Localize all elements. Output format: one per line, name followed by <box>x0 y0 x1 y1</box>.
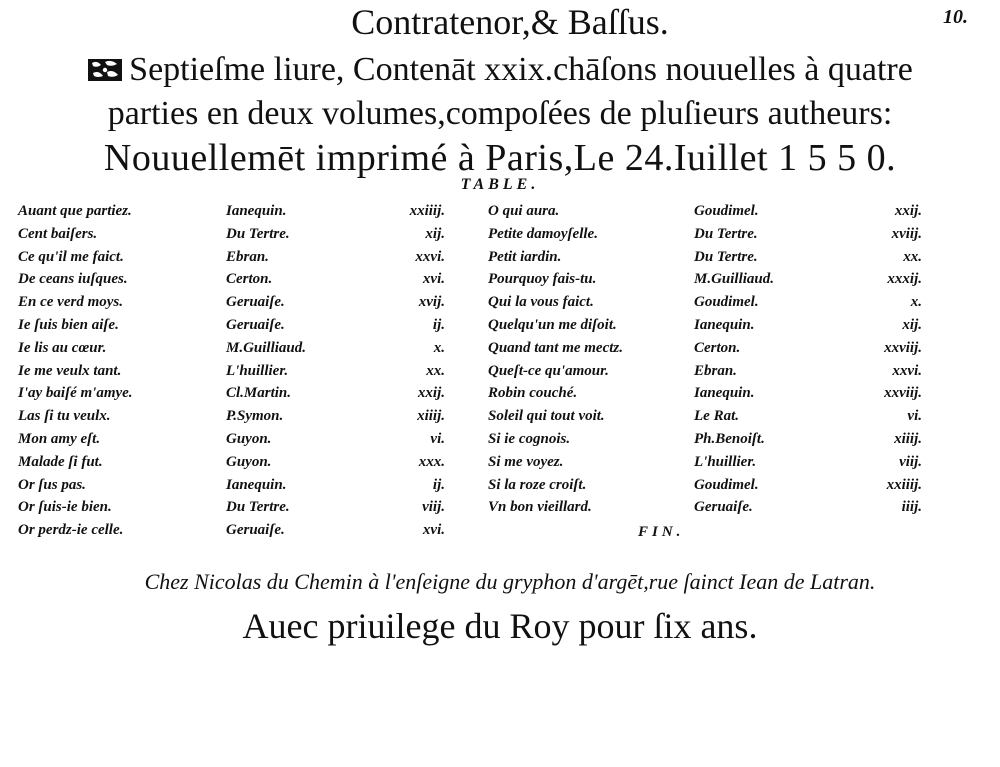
page-ref: xij. <box>425 225 445 242</box>
author-name: Ph.Benoiſt. <box>694 430 765 447</box>
page-ref: x. <box>433 339 445 356</box>
list-item: Auant que partiez. <box>18 203 132 219</box>
voices-heading: Contratenor,& Baſſus. <box>351 2 669 42</box>
list-item: Or perdz-ie celle. <box>18 522 124 539</box>
list-item: Soleil qui tout voit. <box>488 408 605 425</box>
page-ref: xvi. <box>422 522 445 539</box>
author-name: Geruaiſe. <box>694 499 753 516</box>
list-item: Petite damoyſelle. <box>488 225 598 242</box>
author-name: Goudimel. <box>694 294 759 311</box>
table-heading: TABLE. <box>460 176 540 193</box>
list-item: Si ie cognois. <box>488 430 571 447</box>
author-name: L'huillier. <box>694 453 757 470</box>
author-name: Certon. <box>694 339 741 356</box>
page-ref: xxviij. <box>884 385 922 402</box>
page-ref: viij. <box>899 453 922 470</box>
author-name: Le Rat. <box>694 408 739 425</box>
list-item: Or ſus pas. <box>18 476 86 493</box>
page-ref: xxxij. <box>887 271 922 288</box>
author-name: Geruaiſe. <box>226 294 285 311</box>
page-ref: xiiij. <box>417 408 445 425</box>
table-of-contents <box>0 200 1000 546</box>
page-ref: iiij. <box>901 499 922 516</box>
list-item: Quelqu'un me diſoit. <box>488 316 617 333</box>
author-name: Guyon. <box>226 453 272 470</box>
author-name: Goudimel. <box>694 203 759 219</box>
page-ref: xxij. <box>417 385 445 402</box>
author-name: M.Guilliaud. <box>694 271 775 288</box>
page-ref: xxij. <box>894 203 922 219</box>
page-ref: xxvi. <box>415 248 445 265</box>
page-ref: xxx. <box>418 453 445 470</box>
author-name: Ianequin. <box>226 476 287 493</box>
author-name: Certon. <box>226 271 273 288</box>
list-item: Las ſi tu veulx. <box>18 408 111 425</box>
author-name: P.Symon. <box>226 408 284 425</box>
page-ref: xvij. <box>418 294 445 311</box>
list-item: Queſt-ce qu'amour. <box>488 362 609 379</box>
page-ref: xxvi. <box>892 362 922 379</box>
page-ref: ij. <box>432 316 445 333</box>
list-item: Ce qu'il me faict. <box>18 248 124 265</box>
list-item: Robin couché. <box>488 385 578 402</box>
list-item: En ce verd moys. <box>18 294 123 311</box>
author-name: Guyon. <box>226 430 272 447</box>
author-name: Ebran. <box>226 248 269 265</box>
author-name: Ebran. <box>694 362 737 379</box>
page-number: 10. <box>943 6 968 28</box>
author-name: Ianequin. <box>226 203 287 219</box>
list-item: Qui la vous faict. <box>488 294 594 311</box>
author-name: Du Tertre. <box>694 225 758 242</box>
privilege-line: Auec priuilege du Roy pour ſix ans. <box>242 606 758 646</box>
title-line-3: Nouuellemēt imprimé à Paris,Le 24.Iuillet 1 5 5 0. <box>103 137 897 179</box>
page-ref: ij. <box>432 476 445 493</box>
author-name: M.Guilliaud. <box>226 339 307 356</box>
fleuron-ornament-icon <box>87 57 123 83</box>
page-ref: xxiiij. <box>409 203 445 219</box>
author-name: Goudimel. <box>694 476 759 493</box>
list-item: Ie lis au cœur. <box>18 339 107 356</box>
list-item: De ceans iuſques. <box>18 271 128 288</box>
title-line-1-text: Septieſme liure, Contenāt xxix.chāſons nouuelles à quatre <box>129 51 913 88</box>
page-ref: xxiiij. <box>886 476 922 493</box>
list-item: Ie ſuis bien aiſe. <box>18 316 119 333</box>
author-name: L'huillier. <box>226 362 289 379</box>
author-name: Cl.Martin. <box>226 385 292 402</box>
page-ref: xx. <box>426 362 445 379</box>
list-item: Petit iardin. <box>488 248 562 265</box>
author-name: Geruaiſe. <box>226 522 285 539</box>
author-name: Du Tertre. <box>226 499 290 516</box>
page-ref: vi. <box>430 430 445 447</box>
list-item: Mon amy eſt. <box>18 430 101 447</box>
author-name: Du Tertre. <box>694 248 758 265</box>
list-item: Ie me veulx tant. <box>18 362 122 379</box>
list-item: Cent baiſers. <box>18 225 98 242</box>
list-item: Si me voyez. <box>488 453 564 470</box>
list-item: Vn bon vieillard. <box>488 499 592 516</box>
author-name: Geruaiſe. <box>226 316 285 333</box>
page-ref: xxviij. <box>884 339 922 356</box>
page-ref: x. <box>910 294 922 311</box>
right-authors-column <box>694 200 854 519</box>
list-item: Malade ſi fut. <box>18 453 103 470</box>
title-block <box>20 48 980 180</box>
list-item: Pourquoy fais-tu. <box>488 271 597 288</box>
left-pages-column <box>370 200 445 542</box>
left-titles-column <box>18 200 218 542</box>
list-item: Quand tant me mectz. <box>488 339 624 356</box>
list-item: I'ay baiſé m'amye. <box>18 385 133 402</box>
list-item: O qui aura. <box>488 203 560 219</box>
page-ref: vi. <box>907 408 922 425</box>
author-name: Du Tertre. <box>226 225 290 242</box>
fin-marker: FIN. <box>638 524 685 540</box>
page-ref: viij. <box>422 499 445 516</box>
title-line-1 <box>20 48 980 92</box>
right-titles-column <box>488 200 688 519</box>
author-name: Ianequin. <box>694 385 755 402</box>
page-ref: xviij. <box>891 225 922 242</box>
page-ref: xvi. <box>422 271 445 288</box>
imprint-line: Chez Nicolas du Chemin à l'enſeigne du gryphon d'argēt,rue ſainct Iean de Latran. <box>144 569 876 594</box>
right-pages-column <box>840 200 922 519</box>
list-item: Si la roze croiſt. <box>488 476 587 493</box>
title-line-2: parties en deux volumes,compoſées de pluſieurs autheurs: <box>107 95 893 132</box>
page-ref: xiiij. <box>894 430 922 447</box>
page-ref: xx. <box>903 248 922 265</box>
author-name: Ianequin. <box>694 316 755 333</box>
page-ref: xij. <box>902 316 922 333</box>
list-item: Or ſuis-ie bien. <box>18 499 112 516</box>
